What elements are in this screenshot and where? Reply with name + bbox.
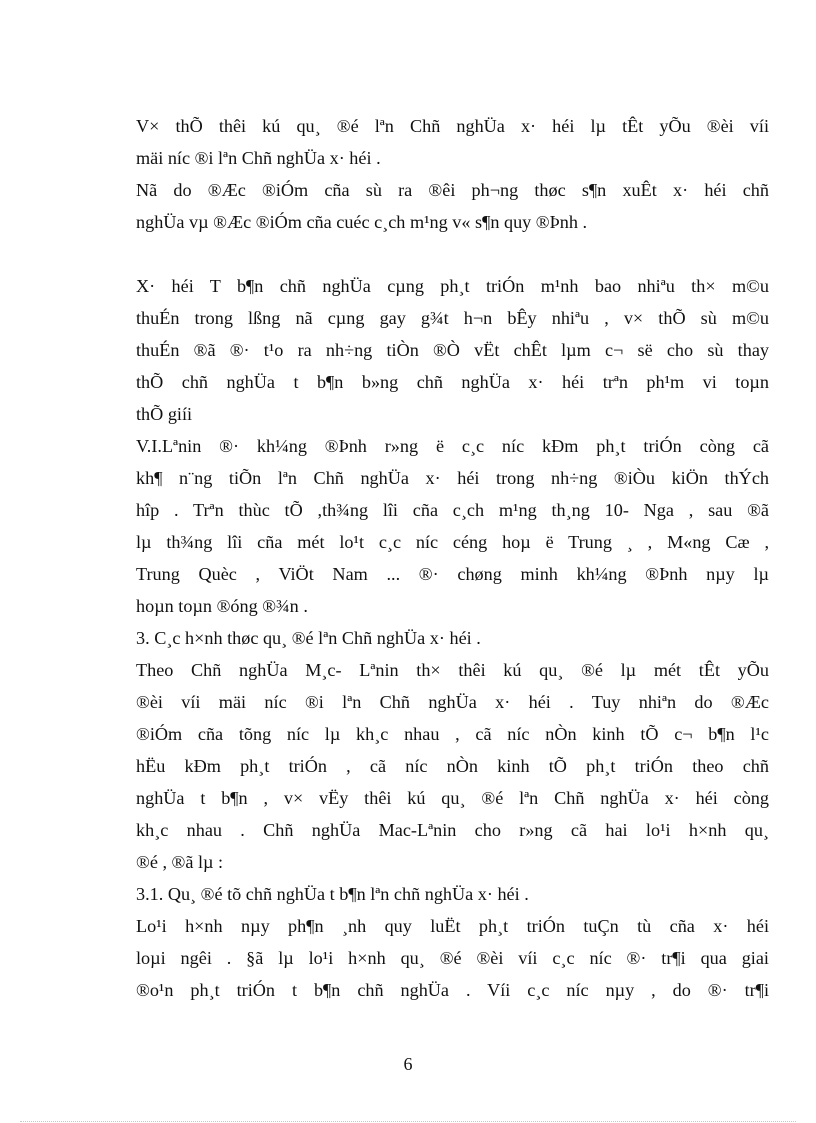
- page-number: 6: [403, 1054, 413, 1074]
- text-line: thuÉn ®ã ®· t¹o ra nh÷ng tiÒn ®Ò vËt chÊt lµm c¬ së cho sù thay: [136, 340, 769, 360]
- text-line: ®o¹n ph¸t triÓn t b¶n chñ nghÜa . Víi c¸c níc nµy , do ®· tr¶i: [136, 980, 769, 1000]
- text-line: kh¸c nhau . Chñ nghÜa Mac-Lªnin cho r»ng cã hai lo¹i h×nh qu¸: [136, 820, 769, 840]
- text-line: mäi níc ®i lªn Chñ nghÜa x· héi .: [136, 148, 381, 168]
- text-line: hoµn toµn ®óng ®¾n .: [136, 596, 308, 616]
- text-line: Nã do ®Æc ®iÓm cña sù ra ®êi ph¬ng thøc s¶n xuÊt x· héi chñ: [136, 180, 769, 200]
- text-line: ®iÓm cña tõng níc lµ kh¸c nhau , cã níc nÒn kinh tÕ c¬ b¶n l¹c: [136, 724, 769, 744]
- text-line: thÕ chñ nghÜa t b¶n b»ng chñ nghÜa x· héi trªn ph¹m vi toµn: [136, 372, 769, 392]
- text-line: hîp . Trªn thùc tÕ ,th¾ng lîi cña c¸ch m¹ng th¸ng 10- Nga , sau ®ã: [136, 500, 769, 520]
- text-line: X· héi T b¶n chñ nghÜa cµng ph¸t triÓn m¹nh bao nhiªu th× m©u: [136, 276, 769, 296]
- text-line: kh¶ n¨ng tiÕn lªn Chñ nghÜa x· héi trong nh÷ng ®iÒu kiÖn thÝch: [136, 468, 769, 488]
- text-line: nghÜa vµ ®Æc ®iÓm cña cuéc c¸ch m¹ng v« s¶n quy ®Þnh .: [136, 212, 588, 232]
- text-line: V× thÕ thêi kú qu¸ ®é lªn Chñ nghÜa x· héi lµ tÊt yÕu ®èi víi: [136, 116, 769, 136]
- text-line: ®èi víi mäi níc ®i lªn Chñ nghÜa x· héi . Tuy nhiªn do ®Æc: [136, 692, 769, 712]
- text-line: Lo¹i h×nh nµy ph¶n ¸nh quy luËt ph¸t triÓn tuÇn tù cña x· héi: [136, 916, 769, 936]
- text-line: Trung Quèc , ViÖt Nam ... ®· chøng minh kh¼ng ®Þnh nµy lµ: [136, 564, 769, 584]
- text-line: Theo Chñ nghÜa M¸c- Lªnin th× thêi kú qu¸ ®é lµ mét tÊt yÕu: [136, 660, 769, 680]
- section-heading: 3. C¸c h×nh thøc qu¸ ®é lªn Chñ nghÜa x· héi .: [136, 628, 481, 648]
- text-line: lµ th¾ng lîi cña mét lo¹t c¸c níc céng hoµ ë Trung ¸ , M«ng Cæ ,: [136, 532, 769, 552]
- text-line: ®é , ®ã lµ :: [136, 852, 224, 872]
- text-line: nghÜa t b¶n , v× vËy thêi kú qu¸ ®é lªn Chñ nghÜa x· héi còng: [136, 788, 769, 808]
- text-line: V.I.Lªnin ®· kh¼ng ®Þnh r»ng ë c¸c níc kÐm ph¸t triÓn còng cã: [136, 436, 769, 456]
- subsection-heading: 3.1. Qu¸ ®é tõ chñ nghÜa t b¶n lªn chñ nghÜa x· héi .: [136, 884, 529, 904]
- text-line: thuÉn trong lßng nã cµng gay g¾t h¬n bÊy nhiªu , v× thÕ sù m©u: [136, 308, 769, 328]
- text-line: thÕ giíi: [136, 404, 193, 424]
- page-bottom-divider: [20, 1121, 796, 1122]
- text-line: loµi ngêi . §ã lµ lo¹i h×nh qu¸ ®é ®èi víi c¸c níc ®· tr¶i qua giai: [136, 948, 769, 968]
- text-line: hËu kÐm ph¸t triÓn , cã níc nÒn kinh tÕ ph¸t triÓn theo chñ: [136, 756, 769, 776]
